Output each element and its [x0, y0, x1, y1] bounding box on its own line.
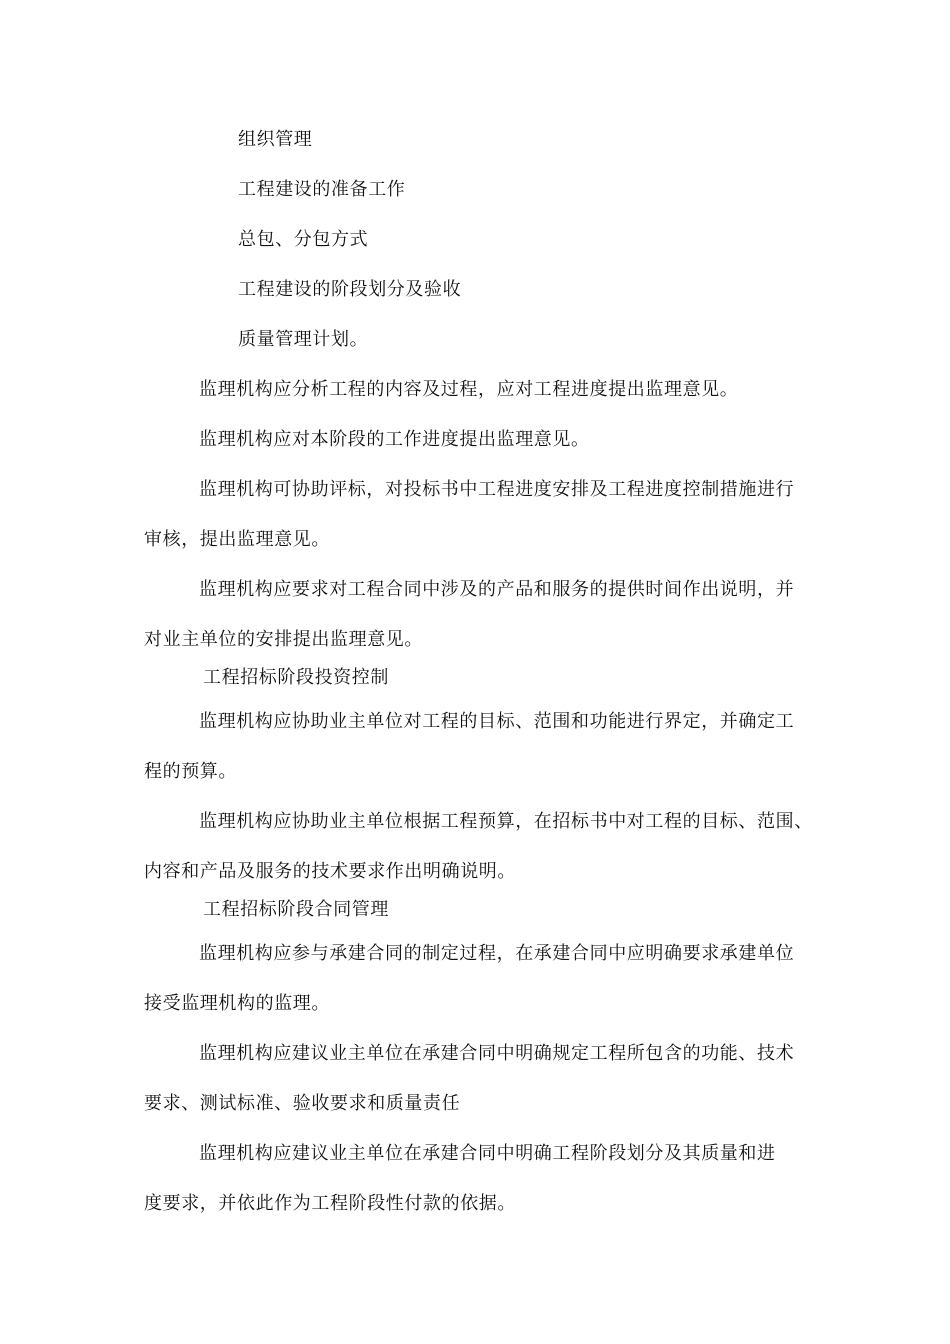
paragraph-line: 监理机构应协助业主单位根据工程预算，在招标书中对工程的目标、范围、 — [199, 811, 813, 832]
list-item: 总包、分包方式 — [238, 229, 369, 250]
paragraph-line: 监理机构应建议业主单位在承建合同中明确工程阶段划分及其质量和进 — [199, 1143, 776, 1164]
section-heading: 工程招标阶段合同管理 — [203, 899, 389, 920]
paragraph-line: 监理机构可协助评标，对投标书中工程进度安排及工程进度控制措施进行 — [199, 479, 795, 500]
list-item: 组织管理 — [238, 129, 313, 150]
paragraph-line: 程的预算。 — [144, 761, 237, 782]
paragraph-line: 监理机构应要求对工程合同中涉及的产品和服务的提供时间作出说明，并 — [199, 579, 795, 600]
paragraph-line: 监理机构应建议业主单位在承建合同中明确规定工程所包含的功能、技术 — [199, 1043, 795, 1064]
paragraph-line: 监理机构应对本阶段的工作进度提出监理意见。 — [199, 429, 590, 450]
paragraph-line: 审核，提出监理意见。 — [144, 529, 330, 550]
list-item: 质量管理计划。 — [238, 329, 369, 350]
paragraph-line: 监理机构应参与承建合同的制定过程，在承建合同中应明确要求承建单位 — [199, 943, 795, 964]
paragraph-line: 监理机构应分析工程的内容及过程，应对工程进度提出监理意见。 — [199, 379, 739, 400]
paragraph-line: 度要求，并依此作为工程阶段性付款的依据。 — [144, 1193, 516, 1214]
paragraph-line: 监理机构应协助业主单位对工程的目标、范围和功能进行界定，并确定工 — [199, 711, 795, 732]
list-item: 工程建设的阶段划分及验收 — [238, 279, 462, 300]
paragraph-line: 接受监理机构的监理。 — [144, 993, 330, 1014]
list-item: 工程建设的准备工作 — [238, 179, 406, 200]
paragraph-line: 要求、测试标准、验收要求和质量责任 — [144, 1093, 461, 1114]
section-heading: 工程招标阶段投资控制 — [203, 667, 389, 688]
paragraph-line: 内容和产品及服务的技术要求作出明确说明。 — [144, 861, 516, 882]
paragraph-line: 对业主单位的安排提出监理意见。 — [144, 629, 423, 650]
